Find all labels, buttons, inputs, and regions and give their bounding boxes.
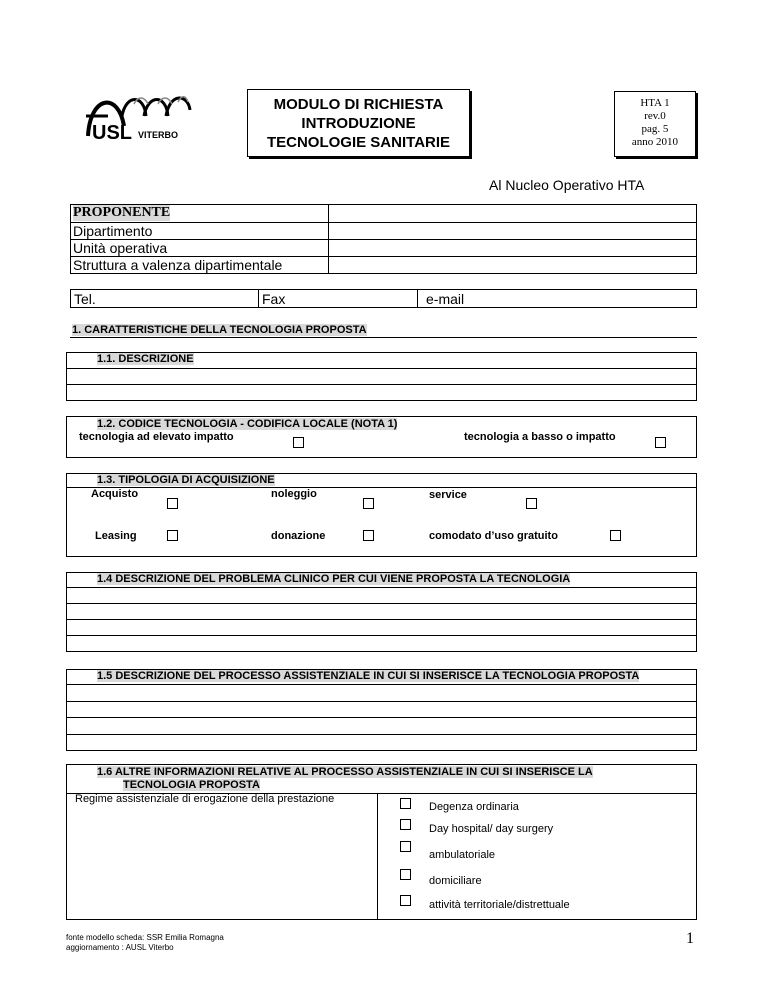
hta-year: anno 2010 xyxy=(631,136,679,148)
proponente-value-3[interactable] xyxy=(330,240,696,256)
title-line-1: MODULO DI RICHIESTA xyxy=(273,96,444,113)
acq-noleggio-checkbox[interactable] xyxy=(363,498,374,509)
proponente-value-2[interactable] xyxy=(330,223,696,239)
regime-dayhospital-label: Day hospital/ day surgery xyxy=(429,823,554,835)
regime-label: Regime assistenziale di erogazione della prestazione xyxy=(75,793,335,805)
regime-degenza-checkbox[interactable] xyxy=(400,798,411,809)
s1-5-title: 1.5 DESCRIZIONE DEL PROCESSO ASSISTENZIALE IN CUI SI INSERISCE LA TECNOLOGIA PROPOSTA xyxy=(97,670,640,682)
acq-leasing-label: Leasing xyxy=(95,530,137,542)
proponente-value-4[interactable] xyxy=(330,257,696,273)
regime-ambulatoriale-label: ambulatoriale xyxy=(429,849,496,861)
opt-high-impact-label: tecnologia ad elevato impatto xyxy=(79,431,234,443)
hta-code: HTA 1 xyxy=(640,97,670,109)
title-line-3: TECNOLOGIE SANITARIE xyxy=(266,134,451,151)
proponente-heading: PROPONENTE xyxy=(73,205,171,220)
s1-5-field[interactable] xyxy=(67,685,696,750)
footer-source: fonte modello scheda: SSR Emilia Romagna xyxy=(66,933,224,942)
acq-comodato-checkbox[interactable] xyxy=(610,530,621,541)
regime-ambulatoriale-checkbox[interactable] xyxy=(400,841,411,852)
acq-service-label: service xyxy=(429,489,467,501)
s1-6-block xyxy=(66,764,697,920)
title-line-2: INTRODUZIONE xyxy=(301,115,416,132)
s1-1-title: 1.1. DESCRIZIONE xyxy=(97,353,194,365)
proponente-dipartimento: Dipartimento xyxy=(73,223,153,239)
acq-comodato-label: comodato d’uso gratuito xyxy=(429,530,558,542)
tel-label[interactable]: Tel. xyxy=(74,291,96,307)
s1-6-title-line2: TECNOLOGIA PROPOSTA xyxy=(123,779,260,791)
contacts-row xyxy=(70,289,697,308)
hta-rev: rev.0 xyxy=(644,110,666,122)
fax-label[interactable]: Fax xyxy=(262,291,286,307)
acq-donazione-label: donazione xyxy=(271,530,326,542)
hta-box xyxy=(614,91,696,157)
proponente-unita: Unità operativa xyxy=(73,240,168,256)
title-box xyxy=(247,89,470,157)
regime-territoriale-checkbox[interactable] xyxy=(400,895,411,906)
proponente-value-1[interactable] xyxy=(330,205,696,222)
s1-4-field[interactable] xyxy=(67,588,696,651)
regime-domiciliare-label: domiciliare xyxy=(429,875,482,887)
opt-low-impact-label: tecnologia a basso o impatto xyxy=(464,431,616,443)
ausl-logo xyxy=(78,86,196,148)
logo-text: USL xyxy=(92,122,132,144)
regime-degenza-label: Degenza ordinaria xyxy=(429,801,519,813)
s1-3-block xyxy=(66,473,697,557)
s1-4-block xyxy=(66,572,697,652)
acq-leasing-checkbox[interactable] xyxy=(167,530,178,541)
hta-page: pag. 5 xyxy=(641,123,669,135)
proponente-table xyxy=(70,204,697,274)
acq-donazione-checkbox[interactable] xyxy=(363,530,374,541)
footer-update: aggiornamento : AUSL Viterbo xyxy=(66,943,174,952)
opt-low-impact-checkbox[interactable] xyxy=(655,437,666,448)
proponente-struttura: Struttura a valenza dipartimentale xyxy=(73,257,283,273)
s1-6-title-line1: 1.6 ALTRE INFORMAZIONI RELATIVE AL PROCESSO ASSISTENZIALE IN CUI SI INSERISCE LA xyxy=(97,766,593,778)
acq-service-checkbox[interactable] xyxy=(526,498,537,509)
email-label[interactable]: e-mail xyxy=(426,291,465,307)
opt-high-impact-checkbox[interactable] xyxy=(293,437,304,448)
regime-dayhospital-checkbox[interactable] xyxy=(400,819,411,830)
section-1-title: 1. CARATTERISTICHE DELLA TECNOLOGIA PROPOSTA xyxy=(72,324,367,336)
page-number: 1 xyxy=(686,930,694,947)
s1-2-title: 1.2. CODICE TECNOLOGIA - CODIFICA LOCALE (NOTA 1) xyxy=(97,418,398,430)
logo-subtext: VITERBO xyxy=(138,130,179,140)
s1-2-block xyxy=(66,416,697,458)
regime-territoriale-label: attività territoriale/distrettuale xyxy=(429,899,570,911)
s1-3-title: 1.3. TIPOLOGIA DI ACQUISIZIONE xyxy=(97,474,275,486)
s1-1-block xyxy=(66,352,697,401)
acq-acquisto-checkbox[interactable] xyxy=(167,498,178,509)
s1-1-field[interactable] xyxy=(67,369,696,400)
addressee: Al Nucleo Operativo HTA xyxy=(489,177,645,193)
acq-noleggio-label: noleggio xyxy=(271,488,317,500)
s1-5-block xyxy=(66,669,697,751)
acq-acquisto-label: Acquisto xyxy=(91,488,139,500)
s1-4-title: 1.4 DESCRIZIONE DEL PROBLEMA CLINICO PER CUI VIENE PROPOSTA LA TECNOLOGIA xyxy=(97,573,571,585)
regime-domiciliare-checkbox[interactable] xyxy=(400,869,411,880)
